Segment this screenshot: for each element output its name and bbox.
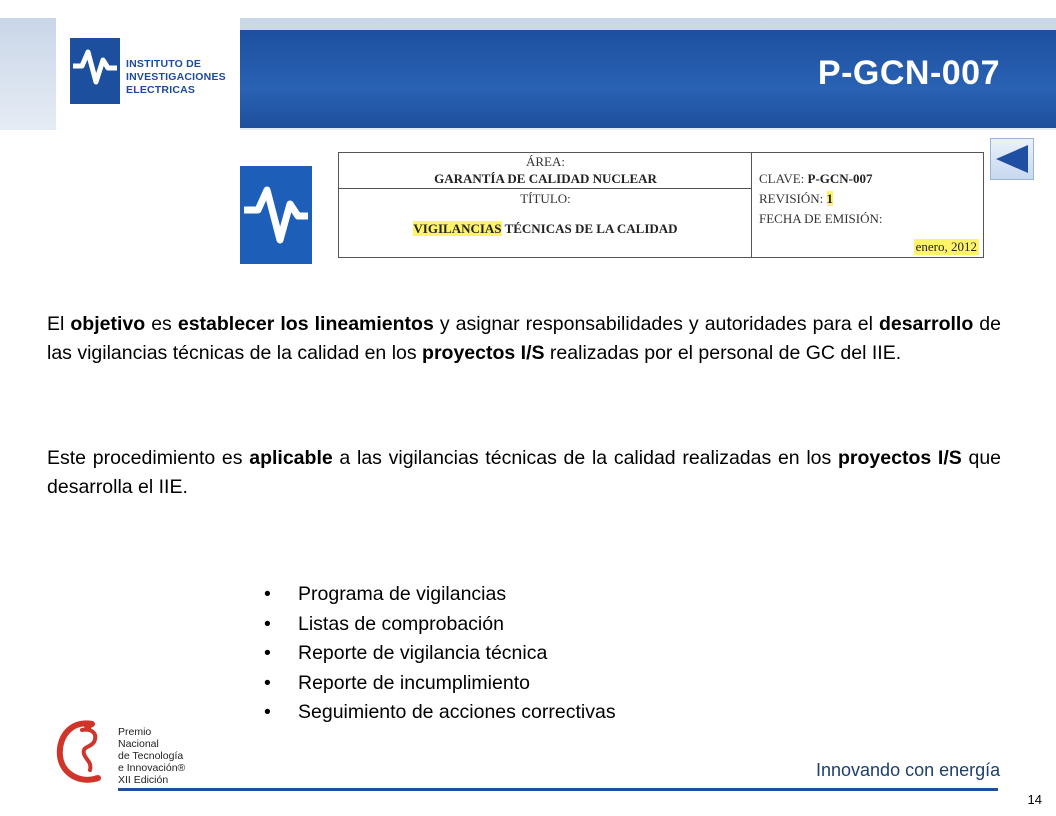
title-rest: TÉCNICAS DE LA CALIDAD	[504, 221, 678, 236]
title-value	[339, 221, 752, 237]
institute-name	[126, 58, 236, 97]
objective-paragraph	[47, 310, 1001, 367]
page-number: 14	[1027, 792, 1042, 807]
clave-value: P-GCN-007	[807, 171, 873, 186]
back-button[interactable]	[990, 138, 1034, 180]
award-line: XII Edición	[118, 774, 169, 786]
scope-paragraph	[47, 444, 1001, 501]
doc-left-column	[339, 153, 752, 257]
list-item: • Programa de vigilancias	[262, 580, 616, 610]
fecha-label: FECHA DE EMISIÓN:	[759, 211, 883, 226]
text-run: El	[47, 313, 71, 335]
list-item: • Listas de comprobación	[262, 610, 616, 640]
award-line: Nacional	[118, 738, 159, 750]
clave-label: CLAVE:	[759, 171, 805, 186]
title-label: TÍTULO:	[520, 191, 571, 206]
document-code-title: P-GCN-007	[817, 54, 1000, 92]
bold-run: desarrollo	[878, 313, 974, 335]
fecha-value: enero, 2012	[915, 239, 977, 254]
area-value: GARANTÍA DE CALIDAD NUCLEAR	[434, 171, 657, 186]
text-run: es	[145, 313, 178, 335]
bold-run: proyectos I/S	[838, 447, 962, 469]
bold-run: objetivo	[70, 313, 146, 335]
document-logo-icon	[240, 166, 312, 264]
revision-row	[759, 191, 983, 207]
text-run: y asignar responsabilidades y autoridades para el	[433, 313, 879, 335]
text-run: Este procedimiento es	[47, 447, 250, 469]
bold-run: proyectos I/S	[422, 341, 545, 364]
doc-area-cell	[339, 153, 752, 189]
area-label: ÁREA:	[526, 154, 565, 169]
revision-label: REVISIÓN:	[759, 191, 824, 206]
doc-title-cell	[339, 190, 752, 257]
text-run: a las vigilancias técnicas de la calidad realizadas en los	[332, 447, 838, 469]
award-line: e Innovación®	[118, 762, 186, 774]
institute-name-line: INVESTIGACIONES	[126, 71, 226, 83]
bold-run: establecer los lineamientos	[177, 313, 434, 335]
award-line: de Tecnología	[118, 750, 184, 762]
slogan: Innovando con energía	[816, 760, 1001, 780]
award-line: Premio	[118, 726, 152, 738]
award-caption	[118, 726, 185, 786]
left-triangle-icon	[994, 143, 1030, 175]
title-highlight: VIGILANCIAS	[413, 221, 502, 236]
list-item: • Reporte de incumplimiento	[262, 669, 616, 699]
bold-run: aplicable	[249, 447, 333, 469]
institute-logo-icon	[70, 38, 120, 104]
text-run: de las vigilancias técnicas de la calidad en los	[47, 313, 1001, 364]
institute-name-line: INSTITUTO DE	[126, 58, 202, 70]
document-header-table	[338, 152, 984, 258]
footer-divider	[118, 788, 998, 791]
list-item: • Seguimiento de acciones correctivas	[262, 698, 616, 728]
award-logo-icon	[52, 716, 114, 786]
institute-name-line: ELECTRICAS	[126, 84, 196, 96]
list-item: • Reporte de vigilancia técnica	[262, 639, 616, 669]
text-run: que desarrolla el IIE.	[47, 447, 1002, 498]
revision-value: 1	[826, 191, 834, 206]
clave-row	[759, 171, 983, 187]
records-list	[262, 580, 616, 728]
fecha-row	[759, 211, 983, 227]
text-run: realizadas por el personal de GC del IIE.	[544, 341, 902, 364]
